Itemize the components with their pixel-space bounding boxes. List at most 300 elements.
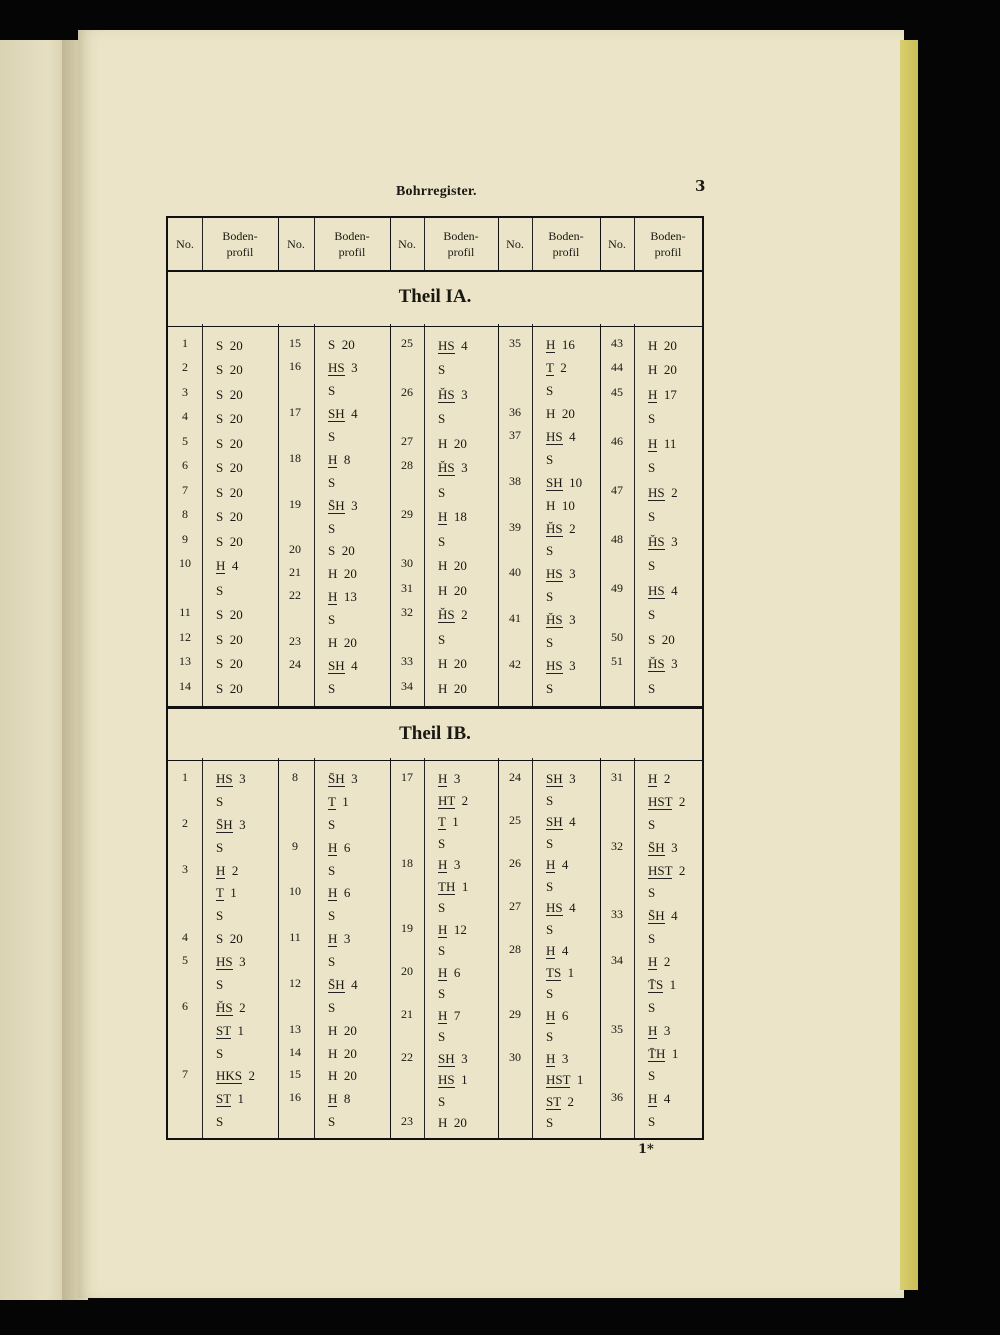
bodenprofil-entry bbox=[546, 426, 576, 472]
layer-depth: 2 bbox=[657, 771, 671, 786]
layer-depth: 6 bbox=[337, 885, 351, 901]
bodenprofil-entry bbox=[216, 997, 246, 1066]
profile-layer bbox=[546, 962, 574, 984]
soil-symbol: ȞS bbox=[438, 607, 455, 623]
soil-symbol: S bbox=[328, 816, 336, 832]
layer-depth: 3 bbox=[664, 533, 678, 549]
bodenprofil-entry bbox=[438, 677, 467, 701]
layer-depth: 4 bbox=[454, 338, 468, 353]
profile-layer bbox=[546, 609, 576, 632]
profile-layer bbox=[216, 1065, 255, 1088]
profile-layer bbox=[546, 983, 574, 1005]
entry-number: 11 bbox=[289, 930, 301, 945]
profile-layer bbox=[216, 407, 243, 431]
soil-symbol: S bbox=[216, 509, 224, 525]
profile-layer bbox=[328, 1065, 357, 1088]
bodenprofil-entry bbox=[328, 540, 355, 563]
header-bodenprofil: Boden- profil bbox=[222, 229, 258, 259]
entry-number: 11 bbox=[179, 605, 191, 620]
profile-layer bbox=[438, 1069, 468, 1091]
entry-number: 33 bbox=[401, 654, 413, 669]
layer-depth: 3 bbox=[664, 839, 678, 855]
bodenprofil-entry bbox=[438, 1048, 468, 1113]
profile-layer bbox=[648, 358, 677, 382]
soil-symbol: S bbox=[438, 631, 446, 647]
soil-symbol: SH bbox=[328, 658, 345, 674]
layer-depth: 4 bbox=[344, 658, 358, 674]
profile-layer bbox=[648, 603, 678, 627]
bodenprofil-entry bbox=[216, 1065, 255, 1134]
bodenprofil-entry bbox=[546, 1005, 568, 1048]
profile-layer bbox=[648, 677, 678, 701]
bodenprofil-entry bbox=[438, 1005, 460, 1048]
soil-symbol: H bbox=[546, 943, 556, 959]
profile-layer bbox=[216, 530, 243, 554]
bodenprofil-entry bbox=[216, 530, 243, 554]
entry-number: 51 bbox=[611, 654, 623, 669]
entry-number: 33 bbox=[611, 907, 623, 922]
profile-layer bbox=[438, 1048, 468, 1070]
profile-layer bbox=[648, 951, 676, 974]
entry-number: 2 bbox=[182, 360, 188, 375]
soil-symbol: H bbox=[648, 338, 658, 353]
soil-symbol: S̄H bbox=[648, 908, 665, 924]
soil-symbol: S bbox=[216, 582, 224, 598]
entry-number: 24 bbox=[289, 657, 301, 672]
soil-symbol: S bbox=[546, 382, 554, 398]
profile-layer bbox=[438, 962, 460, 984]
bodenprofil-entry bbox=[438, 579, 467, 603]
soil-symbol: HST bbox=[648, 862, 673, 878]
profile-layer bbox=[328, 1111, 350, 1134]
layer-depth: 10 bbox=[562, 474, 583, 490]
profile-layer bbox=[438, 790, 468, 812]
bodenprofil-entry bbox=[546, 854, 568, 897]
profile-layer bbox=[546, 426, 576, 449]
bodenprofil-entry bbox=[216, 432, 243, 456]
profile-layer bbox=[648, 928, 678, 951]
bodenprofil-entry bbox=[328, 495, 358, 541]
layer-depth: 20 bbox=[223, 460, 243, 476]
profile-layer bbox=[546, 940, 574, 962]
profile-layer bbox=[648, 432, 676, 456]
layer-depth: 3 bbox=[232, 771, 246, 786]
entry-number: 5 bbox=[182, 433, 188, 448]
bodenprofil-entry bbox=[328, 1043, 357, 1066]
profile-layer bbox=[216, 1020, 246, 1043]
profile-layer bbox=[546, 655, 576, 678]
layer-depth: 3 bbox=[562, 771, 576, 786]
soil-symbol: S bbox=[216, 386, 224, 402]
soil-symbol: S bbox=[328, 612, 336, 628]
entry-number: 20 bbox=[289, 542, 301, 557]
soil-symbol: ȞS bbox=[648, 533, 665, 549]
bodenprofil-entry bbox=[216, 603, 243, 627]
entry-number: 43 bbox=[611, 336, 623, 350]
bodenprofil-entry bbox=[328, 632, 357, 655]
layer-depth: 3 bbox=[555, 1050, 569, 1066]
layer-depth: 20 bbox=[335, 337, 355, 352]
profile-layer bbox=[546, 790, 576, 812]
soil-symbol: H bbox=[438, 680, 448, 696]
profile-layer bbox=[328, 586, 357, 609]
bodenprofil-entry bbox=[216, 358, 243, 382]
bodenprofil-entry bbox=[438, 456, 468, 505]
layer-depth: 1 bbox=[230, 1091, 244, 1107]
profile-layer bbox=[328, 928, 350, 951]
bodenprofil-entry bbox=[438, 1112, 467, 1134]
entry-number: 31 bbox=[401, 580, 413, 595]
profile-layer bbox=[648, 905, 678, 928]
entry-number: 47 bbox=[611, 482, 623, 497]
profile-layer bbox=[216, 837, 246, 860]
soil-symbol: SH bbox=[546, 474, 563, 490]
entry-number: 10 bbox=[289, 884, 301, 899]
bodenprofil-entry bbox=[648, 358, 677, 382]
bodenprofil-entry bbox=[648, 768, 685, 837]
entry-number: 28 bbox=[401, 458, 413, 473]
entry-number: 30 bbox=[509, 1049, 521, 1064]
layer-depth: 3 bbox=[664, 656, 678, 672]
layer-depth: 11 bbox=[657, 435, 677, 451]
profile-layer bbox=[648, 1043, 678, 1066]
column-rule bbox=[202, 218, 203, 1138]
soil-symbol: H bbox=[648, 1022, 658, 1038]
profile-layer bbox=[216, 860, 238, 883]
soil-symbol: H bbox=[438, 509, 448, 525]
bodenprofil-entry bbox=[328, 1065, 357, 1088]
entry-number: 39 bbox=[509, 519, 521, 534]
soil-symbol: S bbox=[328, 428, 336, 444]
entry-number: 1 bbox=[182, 770, 188, 784]
column-rule bbox=[278, 218, 279, 1138]
soil-symbol: H bbox=[438, 1007, 448, 1023]
bodenprofil-entry bbox=[648, 530, 678, 579]
bodenprofil-entry bbox=[328, 449, 350, 495]
entry-number: 25 bbox=[401, 336, 413, 350]
entry-number: 1 bbox=[182, 336, 188, 350]
soil-symbol: HT bbox=[438, 792, 456, 808]
layer-depth: 3 bbox=[657, 1022, 671, 1038]
entry-number: 9 bbox=[292, 838, 298, 853]
column-rule bbox=[600, 218, 601, 1138]
layer-depth: 2 bbox=[225, 862, 239, 878]
layer-depth: 4 bbox=[555, 857, 569, 873]
bodenprofil-entry bbox=[546, 768, 576, 811]
soil-symbol: H bbox=[328, 635, 338, 651]
profile-layer bbox=[648, 814, 685, 837]
soil-symbol: S bbox=[438, 1093, 446, 1109]
profile-layer bbox=[216, 791, 246, 814]
soil-symbol: S bbox=[328, 681, 336, 697]
entry-number: 6 bbox=[182, 458, 188, 473]
soil-symbol: S bbox=[438, 900, 446, 916]
profile-layer bbox=[438, 628, 468, 652]
soil-symbol: S bbox=[546, 635, 554, 651]
soil-symbol: H bbox=[438, 435, 448, 451]
soil-symbol: H bbox=[328, 885, 338, 901]
layer-depth: 1 bbox=[561, 964, 575, 980]
bodenprofil-entry bbox=[546, 403, 575, 426]
profile-layer bbox=[648, 1020, 678, 1043]
layer-depth: 3 bbox=[454, 460, 468, 476]
profile-layer bbox=[546, 1005, 568, 1027]
soil-symbol: S bbox=[546, 835, 554, 851]
profile-layer bbox=[328, 472, 350, 495]
section-title: Theil IB. bbox=[399, 723, 471, 744]
entry-number: 7 bbox=[182, 1067, 188, 1082]
bodenprofil-entry bbox=[216, 768, 246, 814]
layer-depth: 17 bbox=[657, 386, 677, 402]
soil-symbol: H bbox=[328, 566, 338, 582]
layer-depth: 2 bbox=[664, 484, 678, 500]
profile-layer bbox=[546, 518, 576, 541]
layer-depth: 4 bbox=[555, 943, 569, 959]
entry-number: 4 bbox=[182, 930, 188, 945]
column-rule bbox=[498, 218, 499, 1138]
soil-symbol: H bbox=[438, 656, 448, 672]
profile-layer bbox=[438, 1112, 467, 1134]
soil-symbol: ST bbox=[216, 1022, 231, 1038]
soil-symbol: HS bbox=[546, 658, 563, 674]
bodenprofil-entry bbox=[648, 652, 678, 701]
profile-layer bbox=[216, 481, 243, 505]
entry-number: 31 bbox=[611, 770, 623, 784]
soil-symbol: S bbox=[546, 451, 554, 467]
profile-layer bbox=[546, 1112, 583, 1134]
profile-layer bbox=[216, 334, 243, 358]
layer-depth: 4 bbox=[562, 428, 576, 444]
soil-symbol: S bbox=[216, 460, 224, 476]
profile-layer bbox=[438, 876, 468, 898]
profile-layer bbox=[328, 882, 350, 905]
layer-depth: 1 bbox=[230, 1022, 244, 1038]
entry-number: 29 bbox=[509, 1006, 521, 1021]
soil-symbol: S bbox=[546, 921, 554, 937]
soil-symbol: S bbox=[216, 680, 224, 696]
profile-layer bbox=[216, 358, 243, 382]
bodenprofil-entry bbox=[438, 383, 468, 432]
soil-symbol: HS bbox=[546, 900, 563, 916]
layer-depth: 13 bbox=[337, 589, 357, 605]
profile-layer bbox=[328, 951, 350, 974]
layer-depth: 12 bbox=[447, 921, 467, 937]
entry-number: 42 bbox=[509, 657, 521, 672]
soil-symbol: ȞS bbox=[546, 520, 563, 536]
soil-symbol: HS bbox=[216, 954, 233, 969]
bodenprofil-entry bbox=[216, 628, 243, 652]
entry-number: 6 bbox=[182, 998, 188, 1013]
bodenprofil-entry bbox=[546, 563, 576, 609]
layer-depth: 20 bbox=[337, 1045, 357, 1061]
profile-layer bbox=[546, 768, 576, 790]
profile-layer bbox=[546, 334, 575, 357]
soil-symbol: SH bbox=[328, 405, 345, 421]
layer-depth: 3 bbox=[562, 566, 576, 582]
soil-symbol: HS bbox=[438, 1072, 455, 1088]
layer-depth: 20 bbox=[223, 656, 243, 672]
row-rule bbox=[168, 760, 702, 761]
profile-layer bbox=[648, 860, 685, 883]
soil-symbol: S bbox=[328, 520, 336, 536]
soil-symbol: ST bbox=[216, 1091, 231, 1107]
profile-layer bbox=[546, 1048, 583, 1070]
layer-depth: 3 bbox=[562, 658, 576, 674]
entry-number: 30 bbox=[401, 556, 413, 571]
bodenprofil-entry bbox=[438, 554, 467, 578]
soil-symbol: S bbox=[216, 362, 224, 378]
entry-number: 32 bbox=[401, 605, 413, 620]
soil-symbol: S bbox=[648, 509, 656, 525]
profile-layer bbox=[438, 579, 467, 603]
soil-symbol: S bbox=[216, 631, 224, 647]
soil-symbol: HS bbox=[648, 582, 665, 598]
profile-layer bbox=[438, 833, 468, 855]
bodenprofil-entry bbox=[216, 334, 243, 358]
profile-layer bbox=[438, 1026, 460, 1048]
bodenprofil-entry bbox=[648, 837, 685, 906]
layer-depth: 20 bbox=[447, 680, 467, 696]
soil-symbol: HST bbox=[546, 1072, 571, 1088]
entry-number: 20 bbox=[401, 963, 413, 978]
soil-symbol: S bbox=[648, 607, 656, 623]
bodenprofil-entry bbox=[438, 505, 467, 554]
profile-layer bbox=[328, 1020, 357, 1043]
soil-symbol: HKS bbox=[216, 1068, 243, 1084]
layer-depth: 20 bbox=[337, 635, 357, 651]
header-no: No. bbox=[176, 237, 194, 251]
bodenprofil-entry bbox=[328, 974, 358, 1020]
soil-symbol: H bbox=[438, 771, 448, 786]
soil-symbol: H bbox=[648, 954, 658, 969]
layer-depth: 20 bbox=[337, 1022, 357, 1038]
profile-layer bbox=[546, 563, 576, 586]
soil-symbol: S bbox=[546, 986, 554, 1002]
profile-layer bbox=[438, 983, 460, 1005]
profile-layer bbox=[546, 1091, 583, 1113]
bodenprofil-entry bbox=[648, 432, 676, 481]
profile-layer bbox=[438, 603, 468, 627]
soil-symbol: SH bbox=[546, 814, 563, 830]
profile-layer bbox=[328, 905, 350, 928]
layer-depth: 20 bbox=[223, 386, 243, 402]
soil-symbol: ST bbox=[546, 1093, 561, 1109]
profile-layer bbox=[328, 860, 350, 883]
layer-depth: 4 bbox=[562, 900, 576, 916]
profile-layer bbox=[328, 449, 350, 472]
soil-symbol: HS bbox=[648, 484, 665, 500]
profile-layer bbox=[546, 811, 576, 833]
soil-symbol: TS bbox=[546, 964, 562, 980]
soil-symbol: ȞS bbox=[216, 999, 233, 1015]
soil-symbol: H bbox=[216, 862, 226, 878]
layer-depth: 3 bbox=[447, 857, 461, 873]
profile-layer bbox=[328, 540, 355, 563]
profile-layer bbox=[438, 1091, 468, 1113]
soil-symbol: S bbox=[216, 1045, 224, 1061]
profile-layer bbox=[648, 791, 685, 814]
profile-layer bbox=[546, 919, 576, 941]
profile-layer bbox=[438, 554, 467, 578]
layer-depth: 2 bbox=[553, 359, 567, 375]
entry-number: 12 bbox=[289, 975, 301, 990]
running-head: Bohrregister. bbox=[396, 184, 477, 199]
soil-symbol: SH bbox=[438, 1050, 455, 1066]
soil-symbol: HS bbox=[546, 566, 563, 582]
soil-symbol: H bbox=[328, 1068, 338, 1084]
entry-number: 44 bbox=[611, 360, 623, 375]
soil-symbol: H bbox=[328, 839, 338, 855]
profile-layer bbox=[648, 997, 676, 1020]
entry-number: 15 bbox=[289, 336, 301, 350]
soil-symbol: S bbox=[216, 931, 224, 947]
profile-layer bbox=[546, 854, 568, 876]
layer-depth: 20 bbox=[223, 362, 243, 378]
entry-number: 25 bbox=[509, 813, 521, 828]
soil-symbol: S bbox=[216, 839, 224, 855]
profile-layer bbox=[328, 403, 358, 426]
layer-depth: 2 bbox=[672, 793, 686, 809]
layer-depth: 4 bbox=[344, 405, 358, 421]
soil-symbol: S bbox=[216, 908, 224, 924]
bodenprofil-entry bbox=[648, 1088, 670, 1134]
profile-layer bbox=[546, 357, 575, 380]
soil-symbol: S bbox=[648, 631, 656, 647]
layer-depth: 2 bbox=[657, 954, 671, 969]
bodenprofil-entry bbox=[216, 951, 246, 997]
soil-symbol: S bbox=[648, 999, 656, 1015]
bodenprofil-entry bbox=[546, 811, 576, 854]
soil-symbol: H bbox=[546, 1050, 556, 1066]
soil-symbol: S bbox=[546, 681, 554, 697]
printer-signature: 1* bbox=[638, 1142, 654, 1157]
layer-depth: 8 bbox=[337, 1091, 351, 1107]
profile-layer bbox=[328, 609, 357, 632]
soil-symbol: S bbox=[216, 338, 224, 353]
bodenprofil-entry bbox=[216, 677, 243, 701]
layer-depth: 20 bbox=[657, 362, 677, 378]
layer-depth: 1 bbox=[223, 885, 237, 901]
soil-symbol: S̄H bbox=[328, 771, 345, 786]
column-rule bbox=[634, 218, 635, 1138]
profile-layer bbox=[328, 791, 358, 814]
profile-layer bbox=[328, 334, 355, 357]
profile-layer bbox=[328, 495, 358, 518]
header-no: No. bbox=[608, 237, 626, 251]
layer-depth: 20 bbox=[447, 656, 467, 672]
profile-layer bbox=[438, 456, 468, 480]
soil-symbol: S bbox=[546, 1115, 554, 1131]
profile-layer bbox=[328, 357, 358, 380]
entry-number: 13 bbox=[289, 1021, 301, 1036]
soil-symbol: H bbox=[438, 964, 448, 980]
profile-layer bbox=[648, 334, 677, 358]
entry-number: 9 bbox=[182, 531, 188, 546]
profile-layer bbox=[546, 472, 582, 495]
bodenprofil-entry bbox=[328, 403, 358, 449]
profile-layer bbox=[546, 897, 576, 919]
bodenprofil-entry bbox=[648, 481, 678, 530]
profile-layer bbox=[438, 481, 468, 505]
profile-layer bbox=[546, 1069, 583, 1091]
layer-depth: 3 bbox=[232, 816, 246, 832]
soil-symbol: S̄H bbox=[328, 497, 345, 513]
soil-symbol: S bbox=[216, 533, 224, 549]
entry-number: 7 bbox=[182, 482, 188, 497]
soil-symbol: T bbox=[216, 885, 224, 901]
layer-depth: 3 bbox=[232, 954, 246, 969]
bodenprofil-entry bbox=[546, 655, 576, 701]
